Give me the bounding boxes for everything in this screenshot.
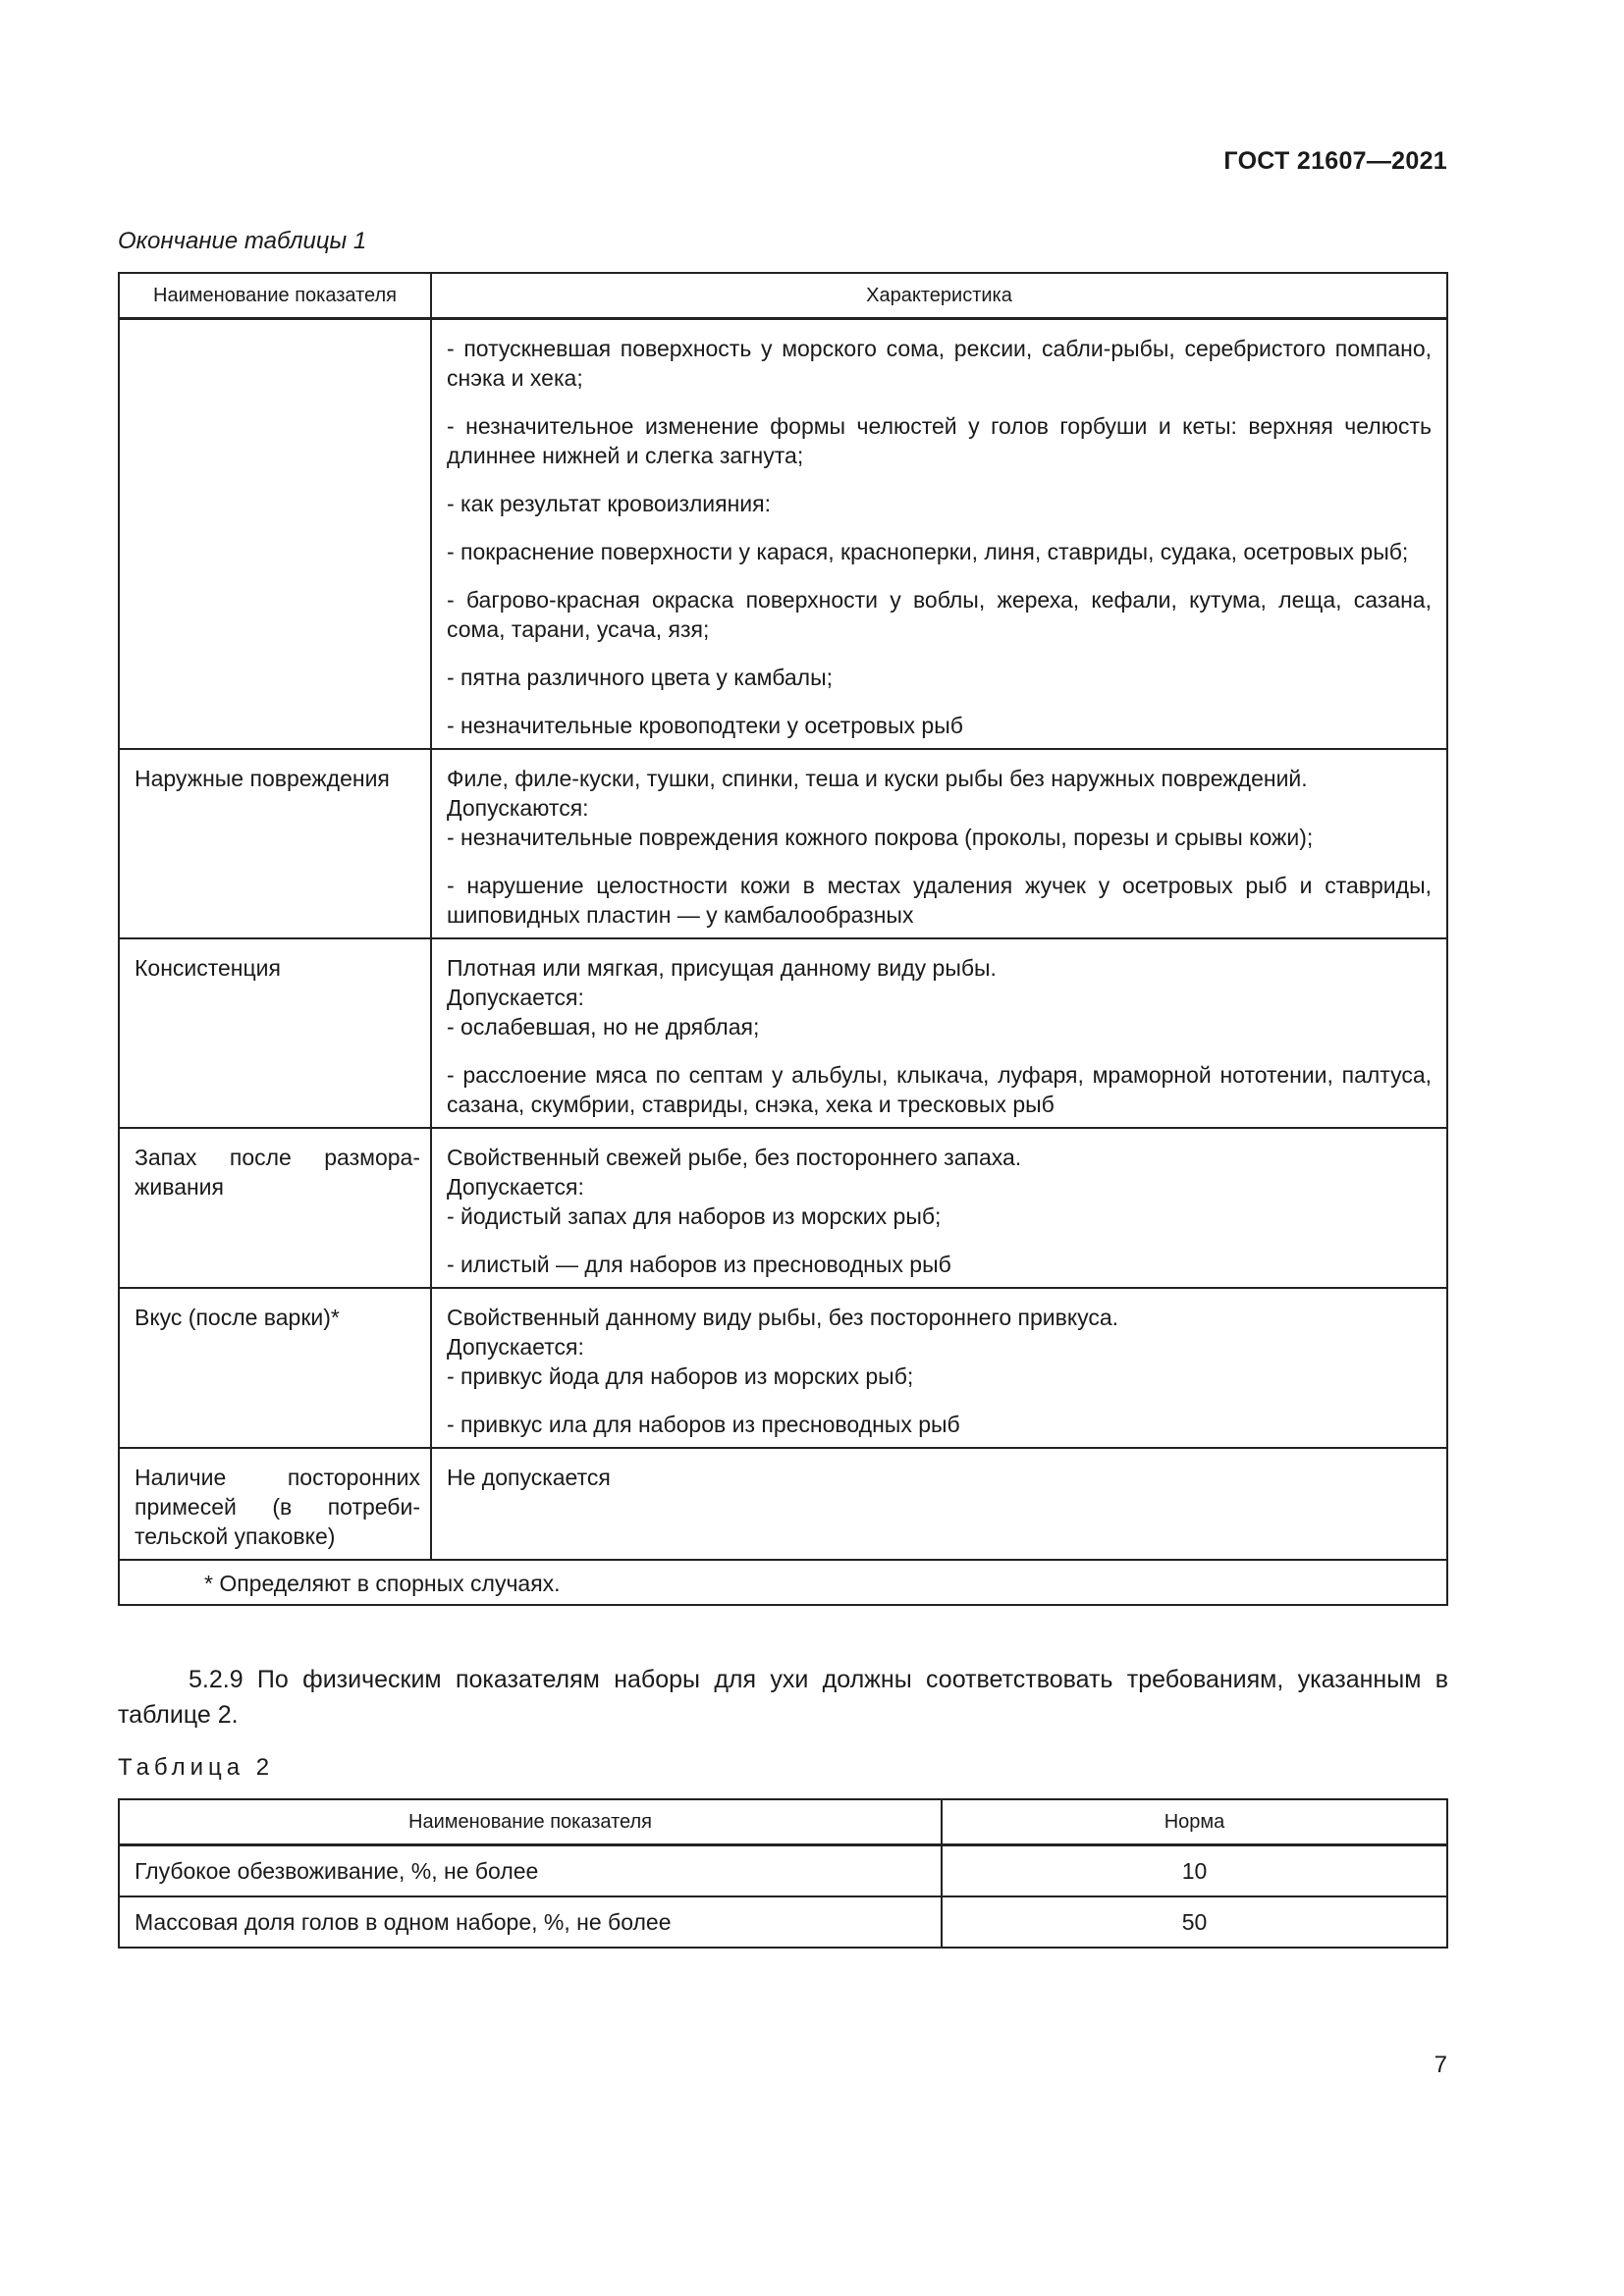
characteristic-cell [431,1448,1447,1560]
column-header-norm: Норма [942,1799,1447,1845]
text-line: Плотная или мягкая, присущая данному виду рыбы. [447,955,997,981]
table-row [119,749,1447,938]
table-row [119,1896,1447,1948]
characteristic-cell [431,749,1447,938]
table-header-row [119,273,1447,319]
text-line: - ослабевшая, но не дряблая; [447,1014,760,1040]
table-row [119,1845,1447,1897]
text-line: Свойственный данному виду рыбы, без постороннего привкуса. [447,1305,1119,1330]
page-number: 7 [1434,2052,1447,2078]
text-line: Допускаются: [447,795,589,821]
document-code: ГОСТ 21607—2021 [1223,147,1447,175]
column-header-name: Наименование показателя [119,273,431,319]
list-item: - расслоение мяса по септам у альбулы, клыкача, луфаря, мраморной нототении, палтуса, сазана, скумбрии, ставриды, снэка, хека и тресковых рыб [447,1062,1432,1117]
table-row [119,319,1447,750]
list-item: - потускневшая поверхность у морского сома, рексии, сабли-рыбы, серебристого помпано, снэка и хека; [447,336,1432,391]
indicator-name: Глубокое обезвоживание, %, не более [119,1845,942,1897]
table-row [119,1128,1447,1288]
table-footnote: * Определяют в спорных случаях. [119,1560,1447,1605]
table-1 [118,272,1448,1606]
paragraph-5-2-9: 5.2.9 По физическим показателям наборы для ухи должны соответствовать требованиям, указанным в таблице 2. [118,1666,1448,1729]
text-line: Допускается: [447,985,584,1010]
indicator-name: Массовая доля голов в одном наборе, %, не более [119,1896,942,1948]
table-2 [118,1798,1448,1949]
list-item: - пятна различного цвета у камбалы; [447,665,833,690]
characteristic-cell [431,1288,1447,1448]
list-item: - незначительное изменение формы челюстей у голов горбуши и кеты: верхняя челюсть длиннее нижней и слегка загнута; [447,413,1432,468]
table1-caption: Окончание таблицы 1 [118,228,367,254]
text-line: Не допускается [447,1465,611,1490]
indicator-name [119,319,431,750]
table-header-row [119,1799,1447,1845]
list-item: - незначительные кровоподтеки у осетровых рыб [447,713,963,738]
indicator-name: Консистенция [119,938,431,1128]
list-item: - илистый — для наборов из пресноводных рыб [447,1252,951,1277]
table-row [119,1288,1447,1448]
norm-value: 50 [942,1896,1447,1948]
list-item: - багрово-красная окраска поверхности у воблы, жереха, кефали, кутума, леща, сазана, сома, тарани, усача, язя; [447,587,1432,642]
indicator-name: Запах после размораживания [119,1128,431,1288]
list-item: - как результат кровоизлияния: [447,491,771,516]
indicator-name: Вкус (после варки)* [119,1288,431,1448]
text-line: Допускается: [447,1334,584,1360]
text-line: Филе, филе-куски, тушки, спинки, теша и куски рыбы без наружных повреждений. [447,766,1308,791]
characteristic-cell [431,938,1447,1128]
table-row [119,938,1447,1128]
characteristic-cell [431,319,1447,750]
column-header-name: Наименование показателя [119,1799,942,1845]
characteristic-cell [431,1128,1447,1288]
indicator-name: Наличие посторонних примесей (в потребительской упаковке) [119,1448,431,1560]
footnote-row [119,1560,1447,1605]
column-header-characteristic: Характеристика [431,273,1447,319]
list-item: - покраснение поверхности у карася, красноперки, линя, ставриды, судака, осетровых рыб; [447,539,1409,564]
list-item: - нарушение целостности кожи в местах удаления жучек у осетровых рыб и ставриды, шиповидных пластин — у камбалообразных [447,873,1432,928]
norm-value: 10 [942,1845,1447,1897]
text-line: Свойственный свежей рыбе, без постороннего запаха. [447,1145,1022,1170]
indicator-name: Наружные повреждения [119,749,431,938]
text-line: - йодистый запах для наборов из морских рыб; [447,1203,942,1229]
text-line: - привкус йода для наборов из морских рыб; [447,1363,914,1389]
text-line: Допускается: [447,1174,584,1200]
table-row [119,1448,1447,1560]
list-item: - привкус ила для наборов из пресноводных рыб [447,1412,960,1437]
table2-label: Таблица 2 [118,1754,275,1781]
text-line: - незначительные повреждения кожного покрова (проколы, порезы и срывы кожи); [447,825,1314,850]
